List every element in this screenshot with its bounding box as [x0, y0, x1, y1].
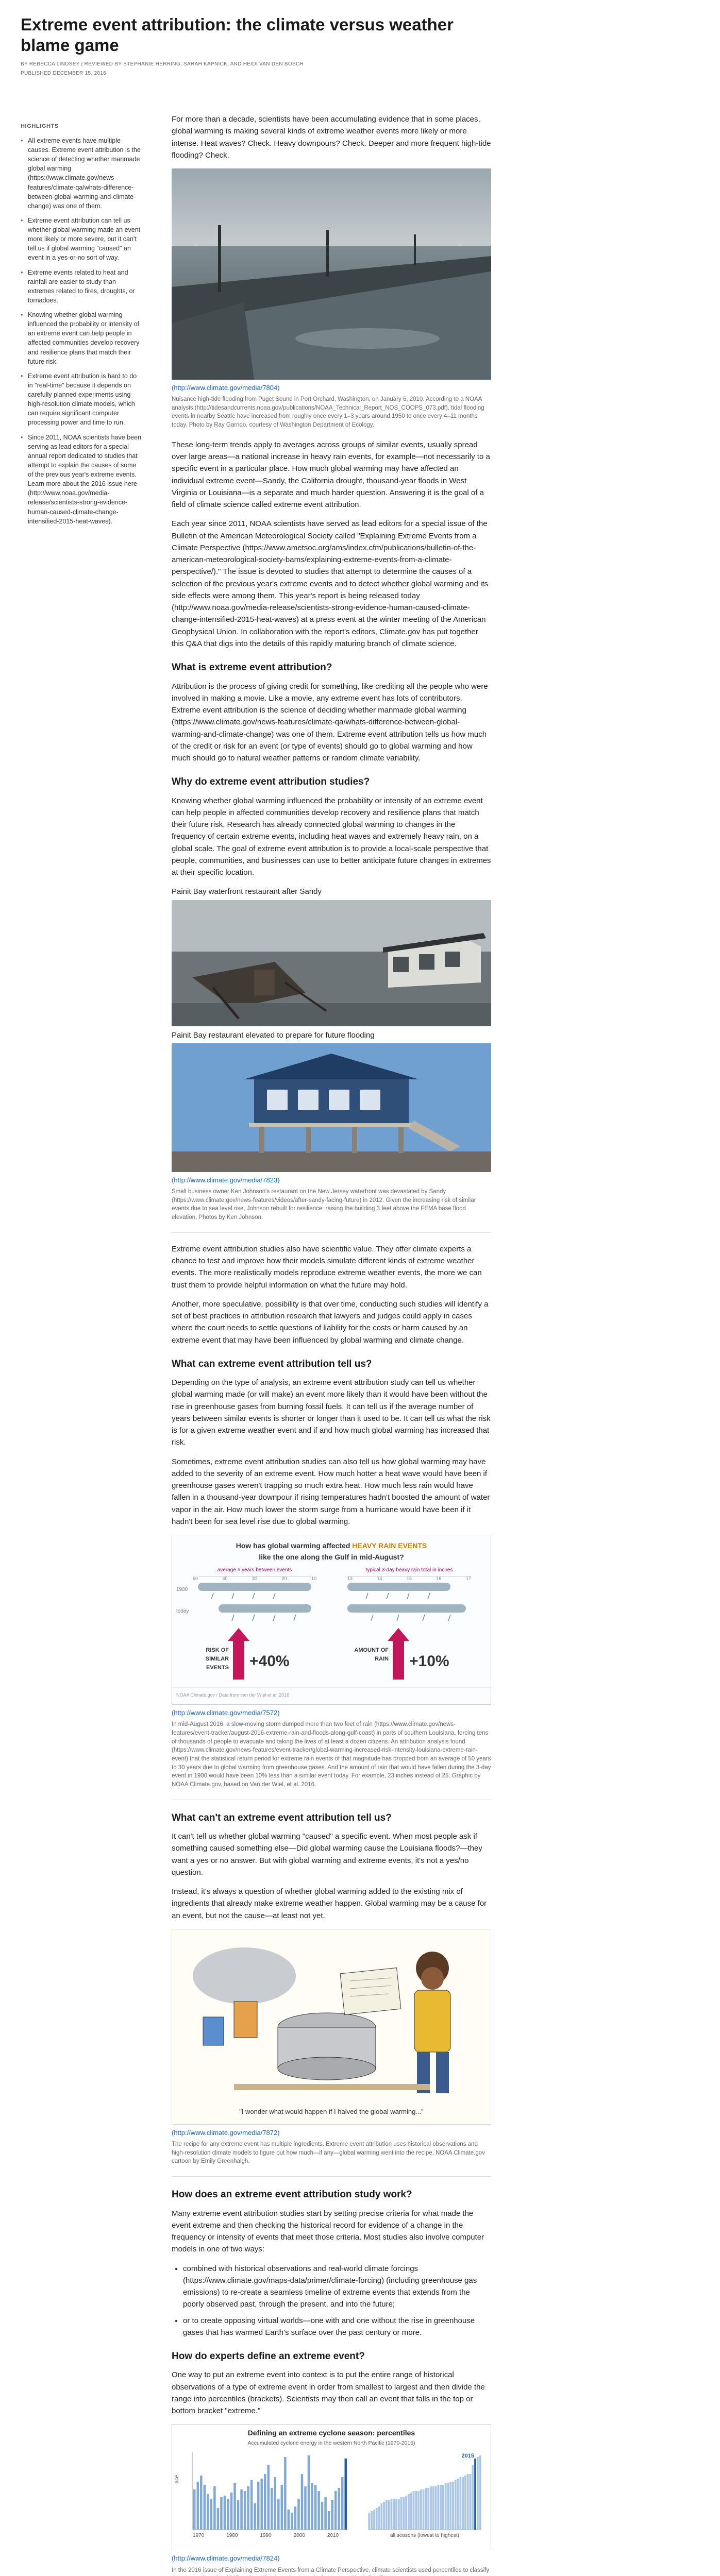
intro-paragraph: For more than a decade, scientists have been accumulating evidence that in some places, global warming is making several kinds of extreme weather events more likely or more intense. Heat waves? Check. Heavy downpours? Check. Deeper and more frequent high-tide flooding? Check. — [172, 115, 491, 160]
bar-chronological — [301, 2474, 304, 2530]
highlights-heading: HIGHLIGHTS — [21, 123, 59, 129]
bar-sorted — [373, 2510, 375, 2530]
bar-sorted — [442, 2485, 444, 2530]
scale-tick: 13 — [347, 1576, 353, 1582]
highlights-list — [21, 136, 142, 526]
bar-sorted — [395, 2499, 397, 2530]
infographic-graphics — [172, 1535, 492, 1705]
work-list — [183, 2263, 491, 2339]
bar-chronological — [254, 2503, 256, 2530]
bar-sorted — [437, 2485, 439, 2530]
bar-sorted — [440, 2485, 442, 2530]
bar-sorted — [380, 2503, 382, 2530]
bar-sorted — [445, 2483, 447, 2530]
bar-sorted — [371, 2511, 373, 2530]
page-title: Extreme event attribution: the climate versus weather blame game — [21, 15, 454, 55]
bar-sorted — [420, 2489, 422, 2530]
bar-chronological — [207, 2494, 209, 2530]
bar-sorted — [467, 2474, 469, 2530]
bar-chronological — [204, 2485, 206, 2530]
percentile-chart — [172, 2424, 491, 2550]
bar-sorted — [417, 2491, 420, 2530]
paragraph-why: Knowing whether global warming influenced the probability or intensity of an extreme event can help people in affected communities develop recovery and resilience plans that match their future risk. Research has already connected global warming to changes in the frequency of certain extreme events, including heat waves and extremely heavy rain, on a global scale. The goal of extreme event attribution is to provide a local-scale perspective that people, communities, and businesses can use to better anticipate future changes in extremes at their specific location. — [172, 796, 491, 877]
highlight-item: • All extreme events have multiple causes. Extreme event attribution is the science of detecting whether manmade global warming (https://www.climate.gov/news-features/climate-qa/whats-difference-between-global-warming-and-climate-change) was one of them. — [21, 136, 142, 211]
x-tick-label: 2010 — [327, 2533, 339, 2539]
cartoon-link[interactable]: (http://www.climate.gov/media/7872) — [172, 2128, 280, 2137]
paragraph-another: Another, more speculative, possibility is that over time, conducting such studies will identify a set of best practices in attribution research that lawyers and judges could apply in cases where the court needs to settle questions of liability for the costs or harm caused by an extreme event that may have been influenced by global warming and climate change. — [172, 1299, 489, 1345]
tidal-flooding-photo — [172, 168, 491, 380]
highlight-item: • Extreme event attribution is hard to do in "real-time" because it depends on carefully planned experiments using high-resolution climate models, which can require significant computer processing power and time to run. — [21, 371, 142, 428]
highlight-item: • Extreme events related to heat and rainfall are easier to study than extremes related to fires, droughts, or tornadoes. — [21, 268, 142, 306]
bar-chronological — [294, 2506, 297, 2530]
bar-sorted — [408, 2494, 410, 2530]
bar-chronological — [267, 2465, 270, 2530]
bar-chronological — [244, 2491, 246, 2530]
bar-chronological — [324, 2497, 327, 2530]
bar-sorted — [398, 2499, 400, 2530]
scale-tick: 10 — [311, 1576, 316, 1582]
bar-sorted — [425, 2488, 427, 2530]
bar-chronological — [334, 2491, 337, 2530]
bar-chronological — [291, 2513, 293, 2530]
highlight-label: 2015 — [461, 2453, 474, 2460]
x-tick-label: 2000 — [293, 2533, 305, 2539]
list-item: • or to create opposing virtual worlds—one with and one without the rise in greenhouse gases that has warmed Earth's surface over the past century or more. — [183, 2315, 491, 2339]
bar-chronological — [271, 2488, 273, 2530]
paragraph-cant-1: It can't tell us whether global warming "caused" a specific event. When most people ask if something caused something else—Did global warming cause the Louisiana floods?—they want a yes or no answer. But with global warming and extreme events, it's not a yes/no question. — [172, 1832, 482, 1877]
chart-link[interactable]: (http://www.climate.gov/media/7824) — [172, 2554, 280, 2563]
bar-chronological — [257, 2482, 260, 2530]
heading-why: Why do extreme event attribution studies? — [172, 776, 370, 788]
bar-chronological — [277, 2499, 280, 2530]
chart-title: Defining an extreme cyclone season: percentiles — [247, 2429, 415, 2437]
bar-sorted — [413, 2491, 415, 2530]
bar-sorted — [369, 2513, 371, 2530]
paragraph-work: Many extreme event attribution studies start by setting precise criteria for what made the event extreme and then checking the historical record for evidence of a change in the frequency or intensity of events that meet those criteria. Most studies also involve computer models in one of two ways: — [172, 2209, 484, 2254]
bar-chronological — [281, 2485, 283, 2530]
photo1-caption: Nuisance high-tide flooding from Puget Sound in Port Orchard, Washington, on January 6, 2010. According to a NOAA analysis (http://tidesandcurrents.noaa.gov/publications/NOAA_Technical_Report_NOS_COOPS_073.pdf), tidal flooding events in nearby Seattle have increased from roughly once every 1–3 years around 1950 to once every 4–11 months today. Photo by Ray Garrido, courtesy of Washington Department of Ecology. — [172, 396, 484, 429]
scale-tick: 15 — [406, 1576, 412, 1582]
paragraph-define: One way to put an extreme event into context is to put the entire range of historical observations of a type of extreme event in order from smallest to largest and then divide the range into percentiles (brackets). Scientists may then call an event that falls in the top or bottom bracket "extreme." — [172, 2370, 485, 2416]
paragraph-what: Attribution is the process of giving credit for something, like crediting all the people who were involved in making a movie. Like a movie, any extreme event has lots of contributors. Extreme event attribution is the science of deciding whether manmade global warming (https://www.climate.gov/news-features/climate-qa/whats-difference-between-global-warming-and-climate-change) was one of them. Extreme event attribution tells us how much of the credit or risk for an event (or type of events) should go to global warming and how much should go to natural weather patterns or random climate variability. — [172, 682, 488, 763]
scale-tick: 14 — [377, 1576, 382, 1582]
bar-chronological — [197, 2482, 199, 2530]
paragraph-each-year: Each year since 2011, NOAA scientists have served as lead editors for a special issue of the Bulletin of the American Meteorological Society called "Explaining Extreme Events from a Climate Perspective (https://www.ametsoc.org/ams/index.cfm/publications/bulletin-of-the-american-meteorological-society-bams/explaining-extreme-events-from-a-climate-perspective/)." The issue is devoted to studies that attempt to determine the causes of a selection of the previous year's extreme events and to detect whether global warming and its side effects were among them. This year's report is being released today (http://www.noaa.gov/media-release/scientists-strong-evidence-human-caused-climate-change-intensified-2015-heat-waves) at a press event at the winter meeting of the American Geophysical Union. In collaboration with the report's editors, Climate.gov has put together this Q&A that digs into the details of this rapidly maturing branch of climate science. — [172, 519, 489, 648]
bar-chronological — [328, 2511, 330, 2530]
bar-chronological — [200, 2476, 203, 2530]
bar-sorted — [415, 2491, 417, 2530]
infographic-scale-right — [347, 1575, 471, 1583]
bar-chronological — [240, 2489, 243, 2530]
y-axis-label: ace — [174, 2475, 180, 2484]
cartoon-caption: The recipe for any extreme event has multiple ingredients. Extreme event attribution uses historical observations and high-resolution climate models to figure out how much—if any—global warming went into the recipe. NOAA Climate.gov cartoon by Emily Greenhalgh. — [172, 2141, 485, 2165]
article-header — [21, 14, 484, 77]
infographic-caption: In mid-August 2016, a slow-moving storm dumped more than two feet of rain (https://www.climate.gov/news-features/event-tracker/august-2016-extreme-rain-and-floods-along-gulf-coast) in parts of southern Louisiana, forcing tens of thousands of people to evacuate and taking the lives of at least a dozen citizens. An attribution analysis found (https://www.climate.gov/news-features/event-tracker/global-warming-increased-risk-intensity-louisiana-extreme-rain-event) that the statistical return period for extreme rain events of that magnitude has dropped from an average of 50 years to 30 years due to global warming from greenhouse gases. And the amount of rain that would have fallen during the 3-day event in 1900 would have been 10% less than a similar event today. For example, 23 inches instead of 25. Graphic by NOAA Climate.gov, based on Van der Wiel, et al. 2016. — [172, 1721, 491, 1788]
scale-tick: 16 — [436, 1576, 442, 1582]
bar-sorted — [391, 2499, 393, 2530]
highlight-item: • Knowing whether global warming influenced the probability or intensity of an extreme event can help people in affected communities develop recovery and resilience plans that match their future risk. — [21, 310, 142, 366]
right-panel-label: all seasons (lowest to highest) — [390, 2533, 459, 2539]
scale-tick: 40 — [222, 1576, 228, 1582]
bar-sorted — [403, 2497, 405, 2530]
bar-chronological — [274, 2477, 277, 2530]
bar-sorted — [455, 2480, 457, 2530]
scale-tick: 17 — [465, 1576, 471, 1582]
bar-chronological — [250, 2480, 253, 2530]
byline — [21, 60, 484, 77]
bar-sorted — [400, 2497, 403, 2530]
bar-sorted — [477, 2457, 479, 2530]
bar-chronological — [237, 2500, 240, 2530]
bar-sorted — [459, 2477, 461, 2530]
bar-chronological — [230, 2493, 233, 2530]
bar-chronological — [247, 2486, 249, 2530]
rain-stat-value: +10% — [409, 1653, 449, 1670]
x-tick-label: 1970 — [193, 2533, 205, 2539]
paragraph-value: Extreme event attribution studies also have scientific value. They offer climate experts a chance to test and improve how their models simulate different kinds of extreme weather events. The more realistically models reproduce extreme weather events, the more we can trust them to provide helpful information on what the future may hold. — [172, 1244, 482, 1290]
bar-chronological — [338, 2488, 340, 2530]
bar-sorted — [386, 2500, 388, 2530]
bar-sorted — [410, 2493, 412, 2530]
bar-sorted — [376, 2508, 378, 2530]
scale-tick: 20 — [281, 1576, 287, 1582]
cartoon-drawing — [172, 1929, 492, 2105]
byline-authors: BY REBECCA LINDSEY | REVIEWED BY STEPHANIE HERRING, SARAH KAPNICK, AND HEIDI VAN DEN BOSCH — [21, 61, 304, 67]
bar-chronological — [311, 2483, 313, 2530]
bar-chronological — [331, 2500, 333, 2530]
bar-chronological — [314, 2485, 317, 2530]
infographic-link[interactable]: (http://www.climate.gov/media/7572) — [172, 1709, 280, 1717]
bar-sorted — [430, 2486, 432, 2530]
infographic-title-c: like the one along the Gulf in mid-August? — [259, 1552, 404, 1561]
heading-what: What is extreme event attribution? — [172, 662, 332, 673]
list-item: • combined with historical observations and real-world climate forcings (https://www.climate.gov/maps-data/primer/climate-forcing) (including greenhouse gas emissions) to re-create a seamless timeline of extreme events that extends from the poorly observed past, through the present, and into the future; — [183, 2263, 491, 2311]
rain-stat-label: AMOUNT OF RAIN — [354, 1647, 389, 1663]
bar-sorted — [423, 2489, 425, 2530]
bar-sorted — [383, 2502, 385, 2530]
bar-chronological — [344, 2459, 347, 2530]
bar-sorted — [405, 2496, 407, 2530]
article-body — [172, 113, 491, 2576]
infographic-footer: NOAA Climate.gov / Data from van der Wiel et al. 2016 — [176, 1692, 290, 1698]
bar-sorted — [474, 2459, 476, 2530]
bar-sorted — [479, 2455, 481, 2530]
photo2b-label: Painit Bay restaurant elevated to prepare for future flooding — [172, 1030, 375, 1040]
bar-chronological — [304, 2486, 307, 2530]
bar-sorted — [432, 2486, 434, 2530]
bar-sorted — [388, 2500, 390, 2530]
bar-chronological — [220, 2497, 223, 2530]
paragraph-trends: These long-term trends apply to averages across groups of similar events, usually spread over large areas—a national increase in heavy rain events, for example—not necessarily to a specific event in a particular place. How much global warming may have affected an individual extreme event—Sandy, the California drought, thousand-year floods in West Virginia or Louisiana—is a separate and much harder question. Answering it is the goal of a field of climate science called extreme event attribution. — [172, 440, 490, 510]
bar-chronological — [288, 2510, 290, 2530]
infographic-right-header: typical 3-day heavy rain total in inches — [365, 1567, 453, 1573]
bar-sorted — [435, 2486, 437, 2530]
bar-sorted — [470, 2474, 472, 2530]
bar-sorted — [452, 2482, 454, 2530]
bar-chronological — [317, 2491, 320, 2530]
heading-cant: What can't an extreme event attribution tell us? — [172, 1812, 392, 1823]
bar-chronological — [213, 2486, 216, 2530]
divider — [172, 2176, 491, 2177]
heading-work: How does an extreme event attribution study work? — [172, 2189, 412, 2200]
heading-define: How do experts define an extreme event? — [172, 2351, 365, 2362]
chart-subtitle: Accumulated cyclone energy in the western North Pacific (1970-2015) — [247, 2440, 415, 2447]
publish-date: PUBLISHED DECEMBER 15, 2016 — [21, 70, 106, 76]
highlights-sidebar — [21, 123, 142, 531]
highlight-item: • Extreme event attribution can tell us whether global warming made an event more likely or more severe, but it can't tell us if global warming "caused" an event in a yes-or-no sort of way. — [21, 216, 142, 263]
scale-tick: 30 — [252, 1576, 257, 1582]
infographic-title-a: How has global warming affected — [236, 1541, 350, 1550]
bar-sorted — [457, 2479, 459, 2530]
highlight-item: • Since 2011, NOAA scientists have been serving as lead editors for a special annual report dedicated to studies that attempt to explain the causes of some of the previous year's extreme events. Learn more about the 2016 issue here (http://www.noaa.gov/media-release/scientists-strong-evidence-human-caused-climate-change-intensified-2015-heat-waves). — [21, 433, 142, 526]
infographic-row-today: today — [176, 1608, 189, 1615]
paragraph-can-1: Depending on the type of analysis, an extreme event attribution study can tell us whether global warming made (or will make) an event more likely than it would have been without the rise in greenhouse gases from burning fossil fuels. It can tell us if the average number of years between similar events is shorter or longer than it used to be. It can tell us what the risk is for a given extreme weather event and if and how much global warming has increased that risk. — [172, 1378, 491, 1447]
restaurant-after-sandy-photo — [172, 900, 491, 1026]
bar-chronological — [224, 2496, 226, 2530]
x-tick-label: 1990 — [260, 2533, 272, 2539]
bar-chronological — [297, 2499, 300, 2530]
bar-chronological — [217, 2508, 220, 2530]
restaurant-elevated-photo — [172, 1043, 491, 1172]
cartoon-quote: "I wonder what would happen if I halved the global warming..." — [239, 2107, 424, 2115]
divider — [172, 1232, 491, 1233]
infographic-scale-left — [193, 1575, 316, 1583]
risk-stat-value: +40% — [249, 1653, 290, 1670]
bar-sorted — [472, 2465, 474, 2530]
infographic-row-1900: 1900 — [176, 1587, 188, 1593]
bar-chronological — [210, 2499, 213, 2530]
bar-sorted — [378, 2506, 380, 2530]
photo1-link[interactable]: (http://www.climate.gov/media/7804) — [172, 384, 280, 392]
photo2-link[interactable]: (http://www.climate.gov/media/7823) — [172, 1176, 280, 1184]
bar-chronological — [341, 2477, 344, 2530]
bar-chronological — [227, 2499, 229, 2530]
x-tick-label: 1980 — [226, 2533, 238, 2539]
heading-can: What can extreme event attribution tell us? — [172, 1358, 372, 1369]
chart-caption: In the 2016 issue of Explaining Extreme Events from a Climate Perspective, climate scientists used percentiles to classify — [172, 2567, 490, 2573]
paragraph-cant-2: Instead, it's always a question of whether global warming added to the existing mix of ingredients that already make extreme weather happen. Global warming may be a cause for an event, but not the cause—at least not yet. — [172, 1887, 487, 1920]
heavy-rain-infographic — [172, 1535, 491, 1705]
bar-chronological — [260, 2479, 263, 2530]
bar-chronological — [284, 2457, 287, 2530]
bar-sorted — [393, 2499, 395, 2530]
chart-plot — [172, 2447, 492, 2550]
infographic-left-header: average # years between events — [217, 1567, 292, 1573]
bar-sorted — [427, 2488, 429, 2530]
bar-sorted — [449, 2482, 451, 2530]
photo2-caption: Small business owner Ken Johnson's restaurant on the New Jersey waterfront was devastated by Sandy (https://www.climate.gov/news-features/videos/after-sandy-facing-future) in 2012. Given the increasing risk of similar events due to sea level rise, Johnson rebuilt for resilience: raising the building 3 feet above the FEMA base flood elevation. Photos by Ken Johnson. — [172, 1189, 476, 1221]
infographic-title-b: HEAVY RAIN EVENTS — [352, 1541, 427, 1550]
scale-tick: 50 — [193, 1576, 198, 1582]
bar-chronological — [308, 2455, 310, 2530]
bar-chronological — [193, 2489, 196, 2530]
bar-sorted — [464, 2476, 466, 2530]
photo2a-label: Painit Bay waterfront restaurant after Sandy — [172, 887, 322, 896]
paragraph-can-2: Sometimes, extreme event attribution studies can also tell us how global warming may have added to the severity of an extreme event. How much hotter a heat wave would have been if greenhouse gases weren't trapping so much extra heat. How much less rain would have fallen in a thousand-year downpour if rising temperatures hadn't boosted the amount of water vapor in the air. How much lower the storm surge from a hurricane would have been if it hadn't been for sea level rise due to global warming. — [172, 1457, 490, 1526]
bar-chronological — [264, 2474, 266, 2530]
bar-chronological — [233, 2483, 236, 2530]
bar-chronological — [321, 2502, 324, 2530]
risk-stat-label: RISK OF SIMILAR EVENTS — [205, 1647, 229, 1671]
bar-sorted — [447, 2483, 449, 2530]
bar-sorted — [462, 2477, 464, 2530]
recipe-cartoon — [172, 1929, 491, 2125]
